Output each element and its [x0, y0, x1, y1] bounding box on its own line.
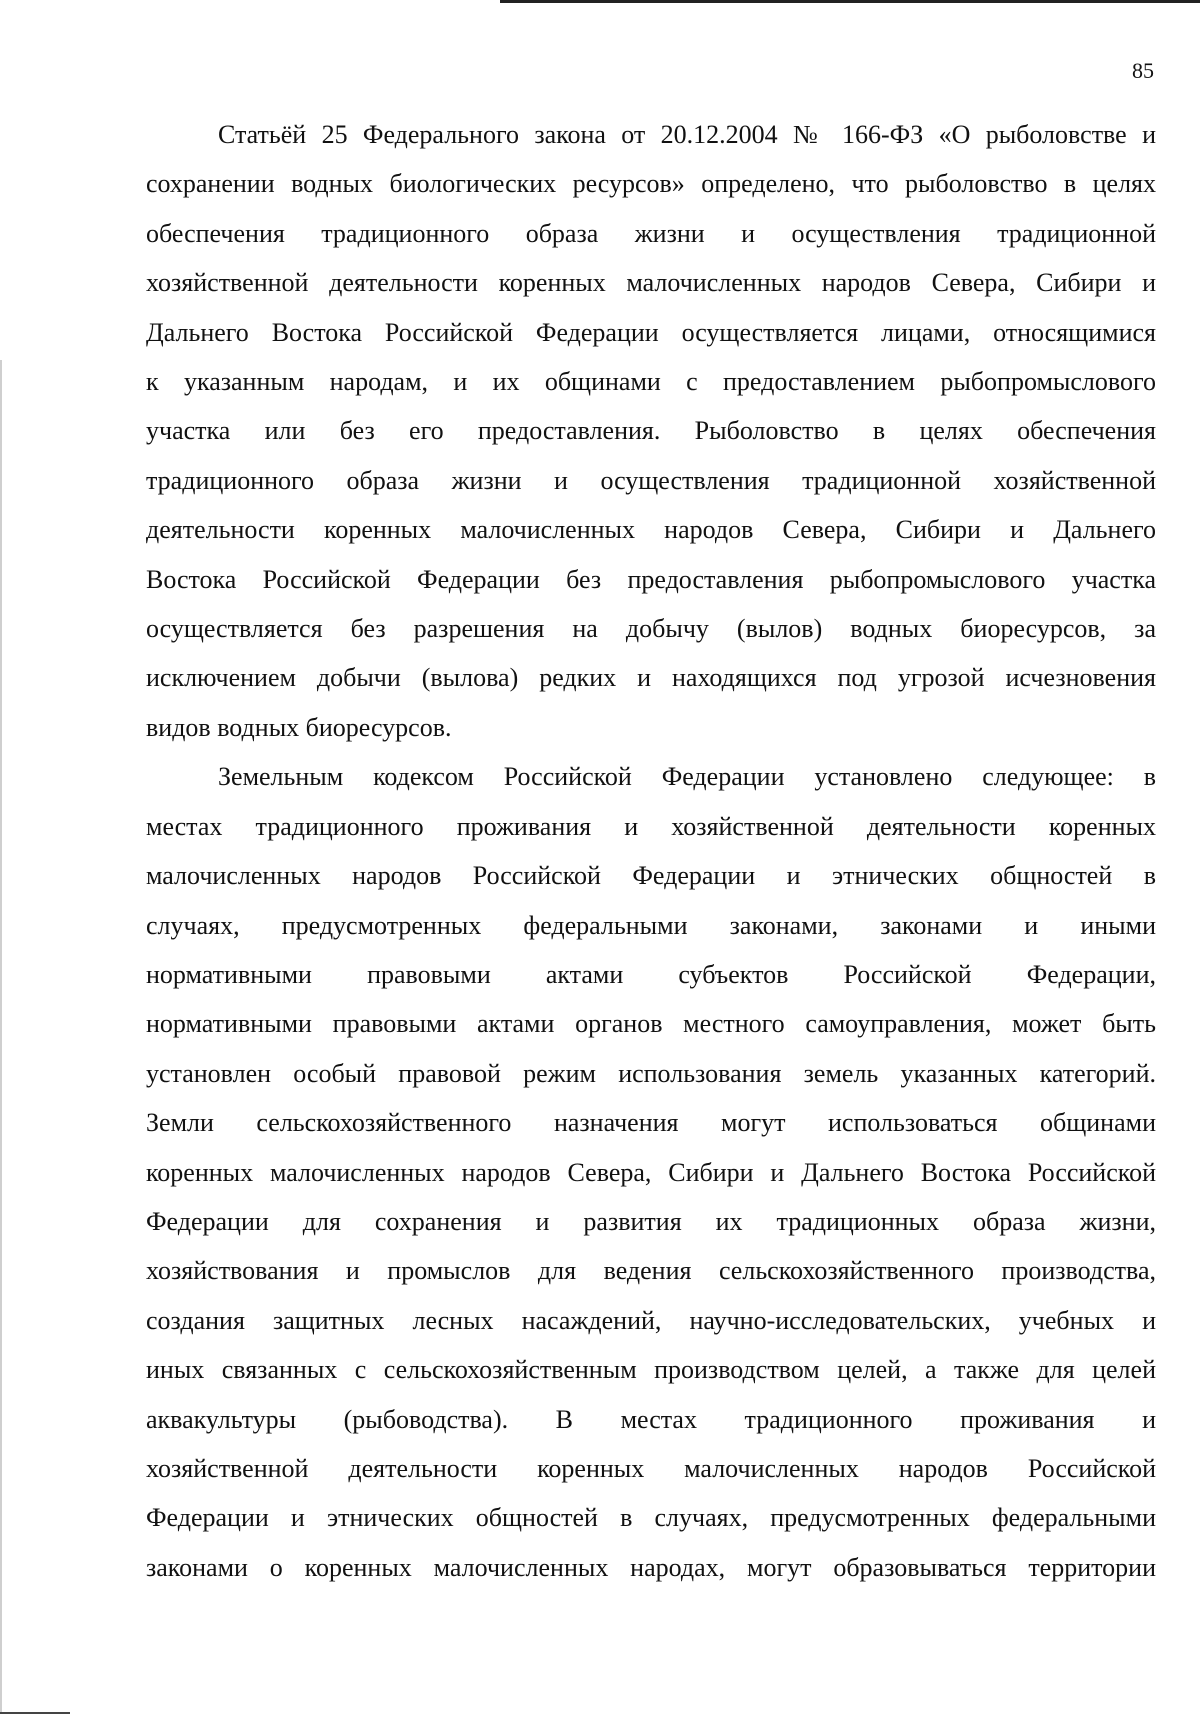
page-number: 85 [1132, 58, 1154, 83]
text-line: Востока Российской Федерации без предоставления рыбопромыслового участка [146, 564, 1156, 594]
scan-top-border [500, 0, 1200, 3]
text-line: Земли сельскохозяйственного назначения могут использоваться общинами [146, 1108, 1156, 1138]
text-line: Земельным кодексом Российской Федерации установлено следующее: в [218, 762, 1156, 792]
text-line: нормативными правовыми актами органов местного самоуправления, может быть [146, 1009, 1156, 1039]
text-line: коренных малочисленных народов Севера, Сибири и Дальнего Востока Российской [146, 1157, 1156, 1187]
text-line: хозяйственной деятельности коренных малочисленных народов Севера, Сибири и [146, 268, 1156, 298]
scan-left-edge [0, 360, 2, 1714]
text-line: Дальнего Востока Российской Федерации осуществляется лицами, относящимися [146, 317, 1156, 347]
text-line: Федерации для сохранения и развития их традиционных образа жизни, [146, 1206, 1156, 1236]
text-line: к указанным народам, и их общинами с предоставлением рыбопромыслового [146, 367, 1156, 397]
text-line: традиционного образа жизни и осуществления традиционной хозяйственной [146, 465, 1156, 495]
text-line: исключением добычи (вылова) редких и находящихся под угрозой исчезновения [146, 663, 1156, 693]
text-line: Статьёй 25 Федерального закона от 20.12.2004 № 166-ФЗ «О рыболовстве и [218, 120, 1156, 149]
text-line: иных связанных с сельскохозяйственным производством целей, а также для целей [146, 1355, 1156, 1385]
paragraph-land-code [146, 752, 1156, 1592]
text-line: Федерации и этнических общностей в случаях, предусмотренных федеральными [146, 1503, 1156, 1533]
text-line: нормативными правовыми актами субъектов Российской Федерации, [146, 959, 1156, 989]
text-line: осуществляется без разрешения на добычу (вылов) водных биоресурсов, за [146, 614, 1156, 644]
document-body [146, 110, 1156, 1592]
text-line: хозяйственной деятельности коренных малочисленных народов Российской [146, 1453, 1156, 1483]
text-line: аквакультуры (рыбоводства). В местах традиционного проживания и [146, 1404, 1156, 1434]
paragraph-fisheries [146, 110, 1156, 752]
text-line: малочисленных народов Российской Федерации и этнических общностей в [146, 861, 1156, 891]
text-line: случаях, предусмотренных федеральными законами, законами и иными [146, 910, 1156, 940]
text-line: законами о коренных малочисленных народах, могут образовываться территории [146, 1552, 1156, 1582]
text-line: видов водных биоресурсов. [146, 712, 452, 742]
text-line: установлен особый правовой режим использования земель указанных категорий. [146, 1058, 1156, 1088]
text-line: создания защитных лесных насаждений, научно-исследовательских, учебных и [146, 1305, 1156, 1335]
text-line: обеспечения традиционного образа жизни и осуществления традиционной [146, 218, 1156, 248]
text-line: хозяйствования и промыслов для ведения сельскохозяйственного производства, [146, 1256, 1156, 1286]
text-line: деятельности коренных малочисленных народов Севера, Сибири и Дальнего [146, 515, 1156, 545]
text-line: участка или без его предоставления. Рыболовство в целях обеспечения [146, 416, 1156, 446]
text-line: сохранении водных биологических ресурсов» определено, что рыболовство в целях [146, 169, 1156, 199]
text-line: местах традиционного проживания и хозяйственной деятельности коренных [146, 811, 1156, 841]
